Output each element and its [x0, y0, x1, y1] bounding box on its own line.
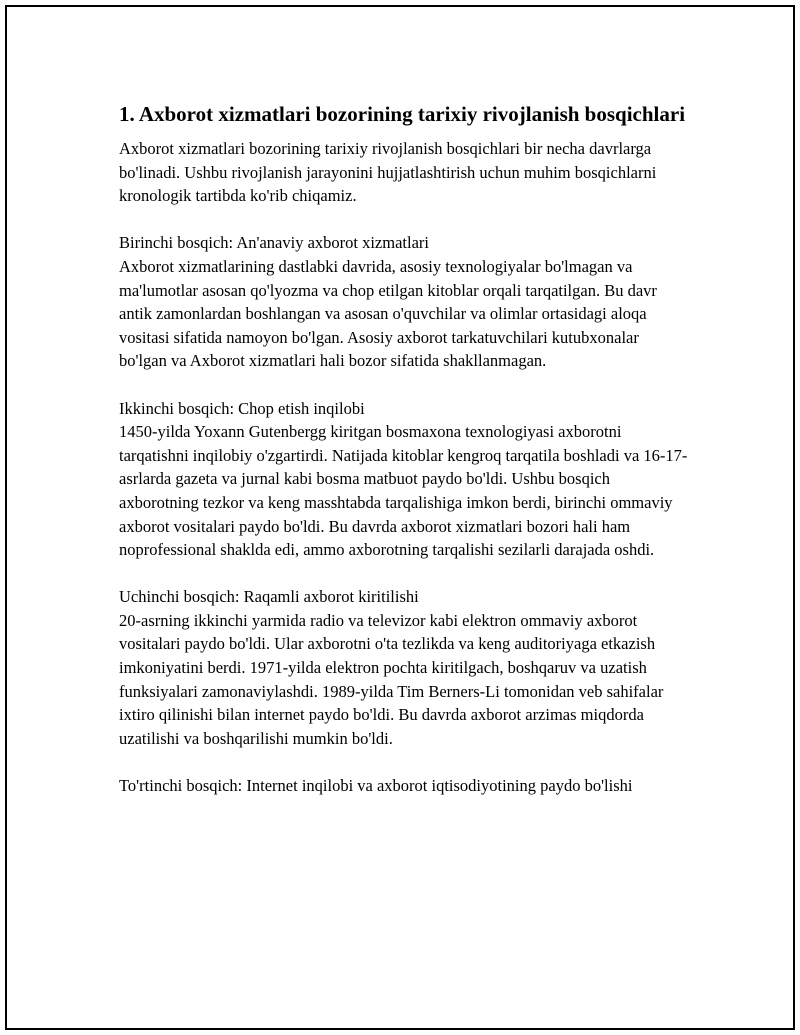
section-1-body: Axborot xizmatlarining dastlabki davrida, asosiy texnologiyalar bo'lmagan va ma'lumotlar asosan qo'lyozma va chop etilgan kitoblar orqali tarqatilgan. Bu davr antik zamonlardan boshlangan va asosan o'quvchilar va olimlar ortasidagi aloqa vositasi sifatida namoyon bo'lgan. Asosiy axborot tarkatuvchilari kutubxonalar bo'lgan va Axborot xizmatlari hali bozor sifatida shakllanmagan. [119, 256, 657, 371]
section-4-title: To'rtinchi bosqich: Internet inqilobi va axborot iqtisodiyotining paydo bo'lishi [119, 776, 633, 796]
document-page [5, 5, 795, 1030]
section-2-body: 1450-yilda Yoxann Gutenbergg kiritgan bosmaxona texnologiyasi axborotni tarqatishni inqilobiy o'zgartirdi. Natijada kitoblar kengroq tarqatila boshladi va 16-17-asrlarda gazeta va jurnal kabi bosma matbuot paydo bo'ldi. Ushbu bosqich axborotning tezkor va keng masshtabda tarqalishiga imkon berdi, birinchi ommaviy axborot vositalari paydo bo'ldi. Bu davrda axborot xizmatlari bozori hali ham noprofessional shaklda edi, ammo axborotning tarqalishi sezilarli darajada oshdi. [119, 422, 688, 560]
section-1 [119, 231, 689, 373]
section-3 [119, 585, 689, 750]
section-3-body: 20-asrning ikkinchi yarmida radio va televizor kabi elektron ommaviy axborot vositalari paydo bo'ldi. Ular axborotni o'ta tezlikda va keng auditoriyaga etkazish imkoniyatini berdi. 1971-yilda elektron pochta kiritilgach, boshqaruv va uzatish funksiyalari zamonaviylashdi. 1989-yilda Tim Berners-Li tomonidan veb sahifalar ixtiro qilinishi bilan internet paydo bo'ldi. Bu davrda axborot arzimas miqdorda uzatilishi va boshqarilishi mumkin bo'ldi. [119, 610, 664, 748]
document-content [119, 99, 689, 821]
section-3-title: Uchinchi bosqich: Raqamli axborot kiritilishi [119, 587, 419, 607]
intro-paragraph: Axborot xizmatlari bozorining tarixiy rivojlanish bosqichlari bir necha davrlarga bo'linadi. Ushbu rivojlanish jarayonini hujjatlashtirish uchun muhim bosqichlarni kronologik tartibda ko'rib chiqamiz. [119, 139, 657, 206]
section-1-title: Birinchi bosqich: An'anaviy axborot xizmatlari [119, 233, 429, 253]
document-heading: 1. Axborot xizmatlari bozorining tarixiy rivojlanish bosqichlari [119, 102, 686, 126]
section-2 [119, 397, 689, 562]
section-4 [119, 774, 689, 798]
section-2-title: Ikkinchi bosqich: Chop etish inqilobi [119, 398, 365, 418]
